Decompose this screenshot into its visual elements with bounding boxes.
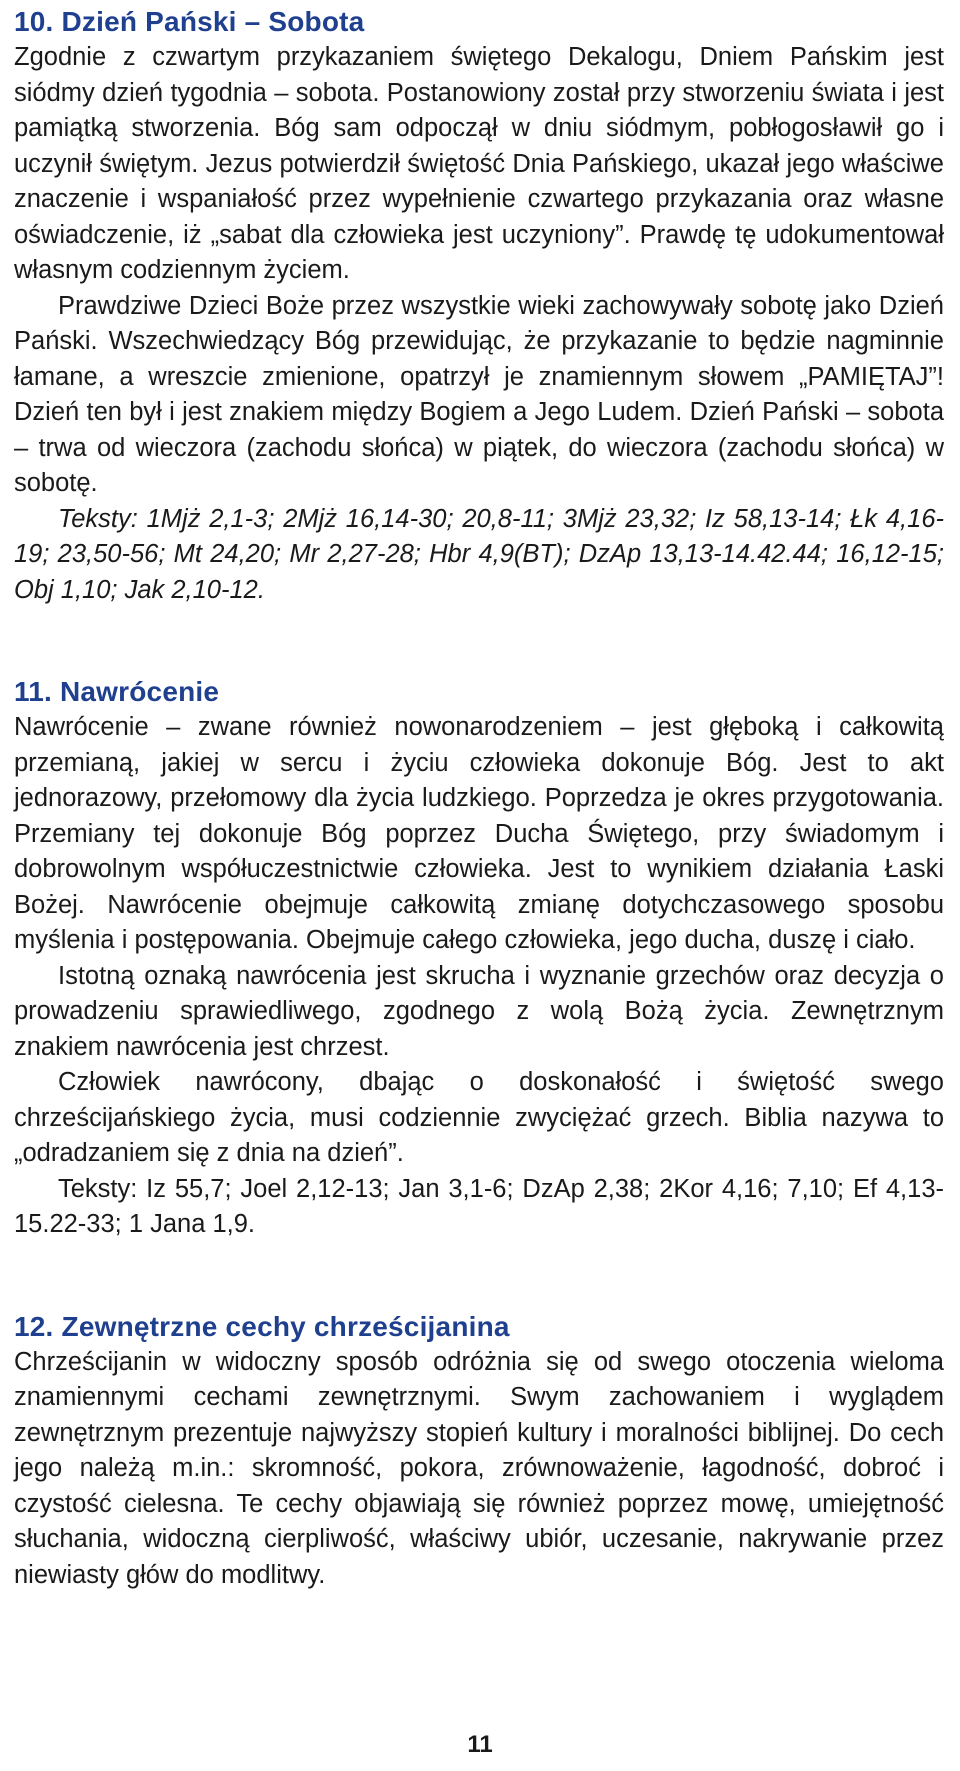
- paragraph: Człowiek nawrócony, dbając o doskonałość i świętość swego chrześcijańskiego życia, musi codziennie zwyciężać grzech. Biblia nazywa to „odradzaniem się z dnia na dzień”.: [14, 1068, 944, 1167]
- section-heading: [14, 4, 944, 40]
- paragraph: Zgodnie z czwartym przykazaniem świętego Dekalogu, Dniem Pańskim jest siódmy dzień tygodnia – sobota. Postanowiony został przy stworzeniu świata i jest pamiątką stworzenia. Bóg sam odpoczął w dniu siódmym, pobłogosławił go i uczynił świętym. Jezus potwierdził świętość Dnia Pańskiego, ukazał jego właściwe znaczenie i wspaniałość przez wypełnienie czwartego przykazania oraz własne oświadczenie, iż „sabat dla człowieka jest uczyniony”. Prawdę tę udokumentował własnym codziennym życiem.: [14, 43, 944, 284]
- section-title: Nawrócenie: [59, 676, 220, 707]
- section-heading: [14, 1309, 944, 1345]
- scripture-references: Teksty: Iz 55,7; Joel 2,12-13; Jan 3,1-6; DzAp 2,38; 2Kor 4,16; 7,10; Ef 4,13-15.22-33; 1 Jana 1,9.: [14, 1174, 944, 1238]
- section-dzien-panski: [14, 4, 944, 608]
- section-number: 10.: [14, 6, 54, 37]
- paragraph: Chrześcijanin w widoczny sposób odróżnia się od swego otoczenia wieloma znamiennymi cechami zewnętrznymi. Swym zachowaniem i wyglądem zewnętrznym prezentuje najwyższy stopień kultury i moralności biblijnej. Do cech jego należą m.in.: skromność, pokora, zrównoważenie, łagodność, dobroć i czystość cielesna. Te cechy objawiają się również poprzez mowę, umiejętność słuchania, widoczną cierpliwość, właściwy ubiór, uczesanie, nakrywanie przez niewiasty głów do modlitwy.: [14, 1347, 944, 1589]
- section-zewnetrzne-cechy: [14, 1309, 944, 1594]
- paragraph: Prawdziwe Dzieci Boże przez wszystkie wieki zachowywały sobotę jako Dzień Pański. Wszechwiedzący Bóg przewidując, że przykazanie to będzie nagminnie łamane, a wreszcie zmienione, opatrzył je znamiennym słowem „PAMIĘTAJ”! Dzień ten był i jest znakiem między Bogiem a Jego Ludem. Dzień Pański – sobota – trwa od wieczora (zachodu słońca) w piątek, do wieczora (zachodu słońca) w sobotę.: [14, 291, 944, 497]
- document-page: [14, 4, 944, 1593]
- section-nawrocenie: [14, 674, 944, 1243]
- page-number: 11: [467, 1731, 493, 1758]
- scripture-references: Teksty: 1Mjż 2,1-3; 2Mjż 16,14-30; 20,8-11; 3Mjż 23,32; Iz 58,13-14; Łk 4,16-19; 23,50-56; Mt 24,20; Mr 2,27-28; Hbr 4,9(BT); DzAp 13,13-14.42.44; 16,12-15; Obj 1,10; Jak 2,10-12.: [14, 504, 944, 604]
- section-heading: [14, 674, 944, 710]
- paragraph: Nawrócenie – zwane również nowonarodzeniem – jest głęboką i całkowitą przemianą, jakiej w sercu i życiu człowieka dokonuje Bóg. Jest to akt jednorazowy, przełomowy dla życia ludzkiego. Poprzedza je okres przygotowania. Przemiany tej dokonuje Bóg poprzez Ducha Świętego, przy świadomym i dobrowolnym współuczestnictwie człowieka. Jest to wynikiem działania Łaski Bożej. Nawrócenie obejmuje całkowitą zmianę dotychczasowego sposobu myślenia i postępowania. Obejmuje całego człowieka, jego ducha, duszę i ciało.: [14, 713, 944, 954]
- section-title: Zewnętrzne cechy chrześcijanina: [61, 1310, 510, 1342]
- paragraph: Istotną oznaką nawrócenia jest skrucha i wyznanie grzechów oraz decyzja o prowadzeniu sprawiedliwego, zgodnego z wolą Bożą życia. Zewnętrznym znakiem nawrócenia jest chrzest.: [14, 961, 944, 1061]
- section-title: Dzień Pański – Sobota: [61, 6, 365, 37]
- section-number: 11.: [14, 676, 52, 707]
- section-number: 12.: [14, 1310, 54, 1342]
